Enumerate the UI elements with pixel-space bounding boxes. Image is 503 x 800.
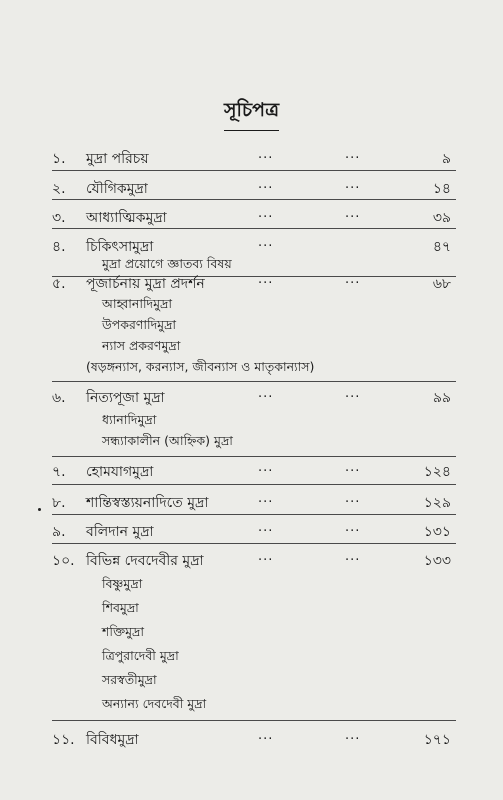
divider [52, 199, 456, 200]
entry-page-number: ১২৪ [423, 464, 451, 480]
divider [52, 514, 456, 515]
leader-dots: ... [258, 272, 274, 287]
subentry-title: আহ্বানাদিমুদ্রা [102, 296, 172, 311]
subentry-title: উপকরণাদিমুদ্রা [102, 317, 177, 332]
toc-entry-7 [0, 460, 503, 484]
toc-entry-10 [0, 549, 503, 573]
entry-page-number: ৬৮ [432, 276, 451, 292]
subentry-title: শক্তিমুদ্রা [102, 624, 144, 639]
toc-subentry [0, 648, 503, 672]
subentry-title: বিষ্ণুমুদ্রা [102, 576, 143, 591]
entry-title: হোমযাগমুদ্রা [86, 464, 154, 480]
toc-subentry [0, 433, 503, 457]
entry-title: শান্তিস্বস্ত্যয়নাদিতে মুদ্রা [86, 495, 209, 511]
toc-entry-6 [0, 386, 503, 410]
leader-dots: ... [345, 272, 361, 287]
toc-subentry [0, 672, 503, 696]
entry-number: ১. [52, 151, 66, 167]
leader-dots: ... [345, 206, 361, 221]
toc-entry-9 [0, 520, 503, 544]
leader-dots: ... [258, 491, 274, 506]
entry-number: ৫. [52, 276, 66, 292]
leader-dots: ... [258, 549, 274, 564]
entry-page-number: ৯৯ [432, 390, 451, 406]
subentry-title: সরস্বতীমুদ্রা [102, 672, 157, 687]
leader-dots: ... [258, 147, 274, 162]
toc-entry-2 [0, 177, 503, 201]
entry-title: বিবিধমুদ্রা [86, 732, 139, 748]
divider [52, 456, 456, 457]
leader-dots: ... [258, 235, 274, 250]
divider [52, 720, 456, 721]
subentry-title: ন্যাস প্রকরণমুদ্রা [102, 338, 181, 353]
entry-number: ৩. [52, 210, 66, 226]
divider [52, 381, 456, 382]
leader-dots: ... [345, 549, 361, 564]
entry-title: মুদ্রা পরিচয় [86, 151, 149, 167]
subentry-title: শিবমুদ্রা [102, 600, 139, 615]
leader-dots: ... [258, 460, 274, 475]
divider [52, 484, 456, 485]
leader-dots: ... [258, 520, 274, 535]
leader-dots: ... [345, 147, 361, 162]
toc-entry-3 [0, 206, 503, 230]
toc-subentry [0, 696, 503, 720]
leader-dots: ... [258, 206, 274, 221]
stray-mark [38, 508, 41, 511]
entry-number: ৯. [52, 524, 66, 540]
subentry-title: ত্রিপুরাদেবী মুদ্রা [102, 648, 179, 663]
entry-number: ১০. [52, 553, 75, 569]
entry-page-number: ৪৭ [432, 239, 451, 255]
entry-number: ১১. [52, 732, 75, 748]
entry-page-number: ১৭১ [423, 732, 451, 748]
entry-title: আধ্যাত্মিকমুদ্রা [86, 210, 167, 226]
entry-page-number: ৯ [441, 151, 451, 167]
entry-title: বলিদান মুদ্রা [86, 524, 154, 540]
subentry-title: (ষড়ঙ্গন্যাস, করন্যাস, জীবন্যাস ও মাতৃকান্যাস) [86, 359, 315, 374]
entry-title: নিত্যপূজা মুদ্রা [86, 390, 165, 406]
toc-entry-1 [0, 147, 503, 171]
entry-page-number: ৩৯ [432, 210, 451, 226]
entry-number: ৭. [52, 464, 66, 480]
entry-number: ৬. [52, 390, 66, 406]
leader-dots: ... [345, 386, 361, 401]
page-title-text: সূচিপত্র [224, 96, 279, 131]
divider [52, 170, 456, 171]
entry-title: বিভিন্ন দেবদেবীর মুদ্রা [86, 553, 204, 569]
subentry-title: ধ্যানাদিমুদ্রা [102, 412, 157, 427]
leader-dots: ... [345, 728, 361, 743]
entry-page-number: ১৩১ [423, 524, 451, 540]
toc-subentry [0, 600, 503, 624]
entry-page-number: ১৩৩ [423, 553, 451, 569]
entry-title: যৌগিকমুদ্রা [86, 181, 148, 197]
toc-entry-11 [0, 728, 503, 752]
divider [52, 543, 456, 544]
toc-subentry [0, 624, 503, 648]
leader-dots: ... [258, 728, 274, 743]
leader-dots: ... [345, 491, 361, 506]
leader-dots: ... [345, 460, 361, 475]
entry-number: ২. [52, 181, 66, 197]
entry-page-number: ১২৯ [423, 495, 451, 511]
subentry-title: সন্ধ্যাকালীন (আহ্নিক) মুদ্রা [102, 433, 233, 448]
leader-dots: ... [258, 177, 274, 192]
leader-dots: ... [345, 177, 361, 192]
entry-title: পূজার্চনায় মুদ্রা প্রদর্শন [86, 276, 205, 292]
entry-number: ৮. [52, 495, 66, 511]
toc-subentry [0, 359, 503, 383]
entry-page-number: ১৪ [432, 181, 451, 197]
subentry-title: মুদ্রা প্রয়োগে জ্ঞাতব্য বিষয় [102, 256, 232, 271]
entry-title: চিকিৎসামুদ্রা [86, 239, 154, 255]
toc-subentry [0, 576, 503, 600]
toc-entry-5 [0, 272, 503, 296]
divider [52, 228, 456, 229]
leader-dots: ... [345, 520, 361, 535]
toc-entry-8 [0, 491, 503, 515]
entry-number: ৪. [52, 239, 66, 255]
leader-dots: ... [258, 386, 274, 401]
subentry-title: অন্যান্য দেবদেবী মুদ্রা [102, 696, 207, 711]
